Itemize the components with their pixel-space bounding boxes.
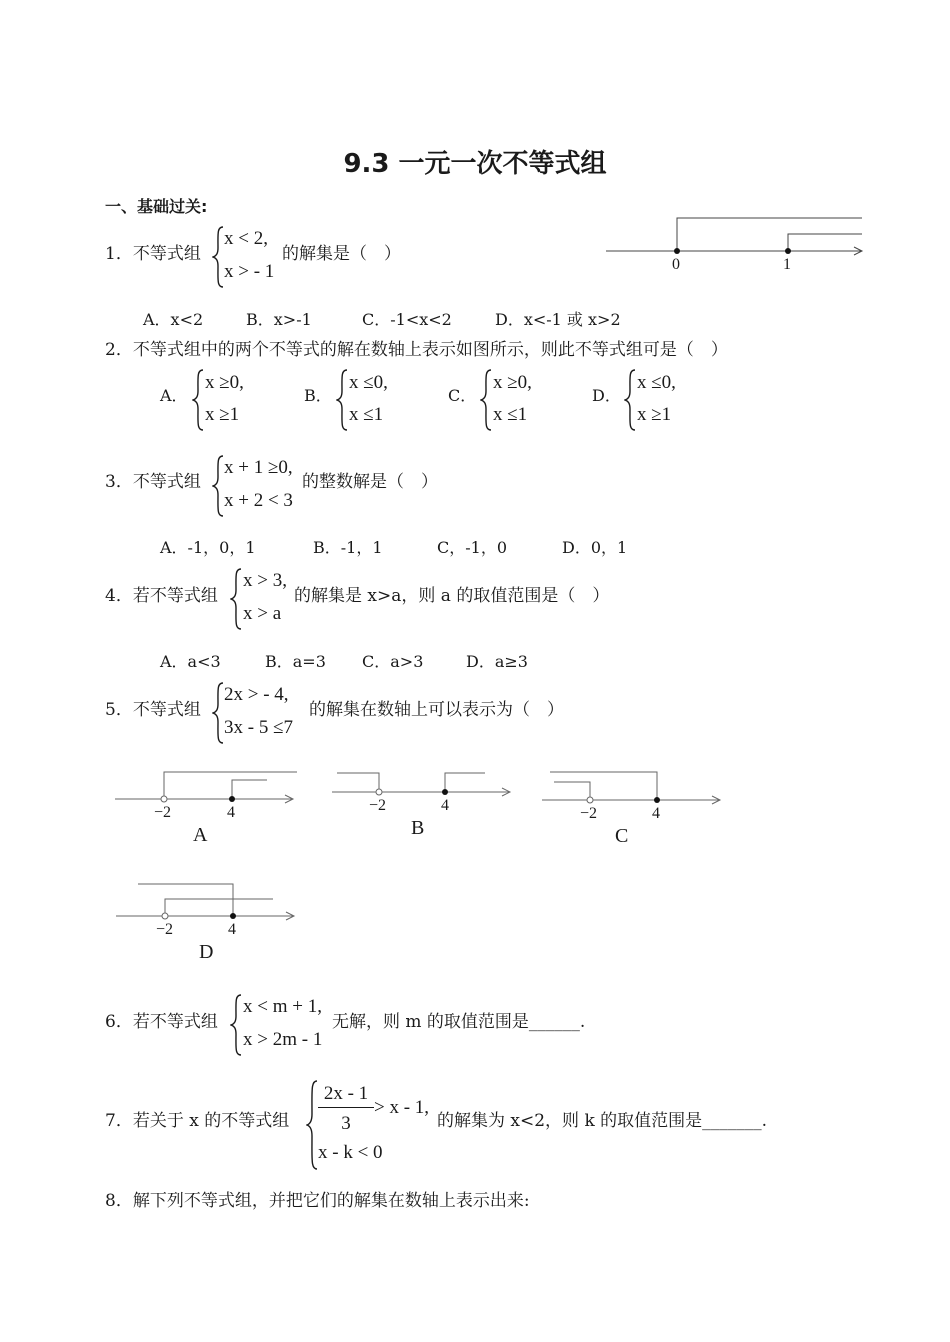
q3-option-d: D．0，1	[562, 538, 628, 557]
tick-label: 4	[227, 804, 235, 821]
solution-ray-upper	[337, 773, 379, 792]
open-point	[587, 797, 593, 803]
left-brace-icon	[212, 226, 224, 288]
figure-label-c: C	[615, 825, 629, 847]
q5-figure-a-number-line	[115, 768, 300, 808]
q5-figure-d-number-line	[116, 880, 301, 922]
q7-line2: x - k < 0	[318, 1142, 383, 1163]
left-brace-icon	[212, 455, 224, 517]
q1-line2: x > - 1	[224, 261, 275, 282]
closed-point	[654, 797, 660, 803]
figure-label-d: D	[199, 941, 214, 963]
q3-line2: x + 2 < 3	[224, 490, 293, 511]
q7-denominator: 3	[341, 1113, 351, 1134]
fraction-bar	[318, 1107, 374, 1108]
solution-ray-lower	[232, 780, 267, 799]
tick-label: −2	[154, 804, 172, 821]
solution-ray-lower	[554, 782, 590, 800]
q7-numerator: 2x - 1	[323, 1083, 369, 1104]
q1-prefix: 1．不等式组	[105, 244, 201, 264]
open-point	[161, 796, 167, 802]
q3-suffix: 的整数解是（ ）	[302, 472, 438, 492]
solution-ray-upper	[550, 772, 657, 800]
solution-ray-upper	[164, 772, 297, 799]
q6-suffix: 无解，则 m 的取值范围是______.	[332, 1012, 586, 1032]
q2-b-line2: x ≤1	[349, 404, 384, 425]
tick-label: −2	[156, 921, 174, 938]
q6-prefix: 6．若不等式组	[105, 1012, 218, 1032]
q4-option-b: B．a=3	[265, 652, 326, 671]
q6-line2: x > 2m - 1	[243, 1029, 323, 1050]
tick-label: −2	[369, 797, 387, 814]
q5-prefix: 5．不等式组	[105, 700, 201, 720]
q5-figure-b-number-line	[332, 768, 517, 808]
figure-label-a: A	[193, 824, 208, 846]
q2-a-line2: x ≥1	[205, 404, 240, 425]
q7-fraction	[318, 1080, 374, 1136]
tick-label: 4	[652, 805, 660, 822]
page-title: 9.3 一元一次不等式组	[343, 149, 607, 179]
q3-line1: x + 1 ≥0,	[224, 457, 293, 478]
q1-number-line	[606, 214, 866, 278]
q5-figure-c-number-line	[542, 768, 727, 808]
section-heading: 一、基础过关:	[105, 197, 208, 216]
solution-ray-upper	[138, 884, 233, 916]
q7-prefix: 7．若关于 x 的不等式组	[105, 1111, 290, 1131]
q2-option-c-label: C．	[448, 386, 477, 405]
q2-a-line1: x ≥0,	[205, 372, 244, 393]
q2-c-line2: x ≤1	[493, 404, 528, 425]
left-brace-icon	[624, 369, 636, 431]
solution-ray-lower	[788, 234, 862, 251]
solution-ray-lower	[445, 773, 485, 792]
tick-label: −2	[580, 805, 598, 822]
open-point	[162, 913, 168, 919]
closed-point	[230, 913, 236, 919]
q4-option-d: D．a≥3	[466, 652, 528, 671]
q3-option-a: A．-1，0，1	[160, 538, 256, 557]
q2-option-b-label: B．	[304, 386, 332, 405]
q2-option-a-label: A．	[160, 386, 188, 405]
left-brace-icon	[336, 369, 348, 431]
open-point	[376, 789, 382, 795]
q5-line2: 3x - 5 ≤7	[224, 717, 294, 738]
q2-c-line1: x ≥0,	[493, 372, 532, 393]
q2-d-line2: x ≥1	[637, 404, 672, 425]
q7-line1-rest: > x - 1,	[374, 1097, 430, 1118]
q2-d-line1: x ≤0,	[637, 372, 676, 393]
solution-ray-lower	[165, 899, 273, 916]
q4-line2: x > a	[243, 603, 282, 624]
left-brace-icon	[480, 369, 492, 431]
tick-label: 4	[228, 921, 236, 938]
closed-point	[229, 796, 235, 802]
closed-point	[442, 789, 448, 795]
q3-option-b: B．-1，1	[313, 538, 383, 557]
q6-line1: x < m + 1,	[243, 996, 322, 1017]
q4-line1: x > 3,	[243, 570, 287, 591]
q2-text: 2．不等式组中的两个不等式的解在数轴上表示如图所示，则此不等式组可是（ ）	[105, 340, 728, 360]
tick-label: 1	[783, 256, 791, 273]
q2-option-d-label: D．	[592, 386, 621, 405]
q1-option-d: D．x<-1 或 x>2	[495, 310, 621, 329]
left-brace-icon	[230, 994, 242, 1056]
q5-line1: 2x > - 4,	[224, 684, 289, 705]
q1-option-c: C．-1<x<2	[362, 310, 452, 329]
q7-suffix: 的解集为 x<2，则 k 的取值范围是_______.	[437, 1111, 768, 1131]
closed-point	[785, 248, 791, 254]
q4-option-c: C．a>3	[362, 652, 424, 671]
q5-suffix: 的解集在数轴上可以表示为（ ）	[309, 700, 564, 720]
closed-point	[674, 248, 680, 254]
q2-b-line1: x ≤0,	[349, 372, 388, 393]
left-brace-icon	[230, 568, 242, 630]
q1-suffix: 的解集是（ ）	[282, 244, 401, 264]
q4-suffix: 的解集是 x>a，则 a 的取值范围是（ ）	[294, 586, 610, 606]
q4-prefix: 4．若不等式组	[105, 586, 218, 606]
q3-option-c: C，-1，0	[437, 538, 508, 557]
q8-text: 8．解下列不等式组，并把它们的解集在数轴上表示出来:	[105, 1191, 530, 1211]
q4-option-a: A．a<3	[160, 652, 221, 671]
q1-option-b: B．x>-1	[246, 310, 312, 329]
left-brace-icon	[192, 369, 204, 431]
figure-label-b: B	[411, 817, 425, 839]
q1-line1: x < 2,	[224, 228, 268, 249]
tick-label: 0	[672, 256, 680, 273]
left-brace-icon	[306, 1080, 318, 1170]
tick-label: 4	[441, 797, 449, 814]
left-brace-icon	[212, 682, 224, 744]
q1-option-a: A．x<2	[143, 310, 204, 329]
q3-prefix: 3．不等式组	[105, 472, 201, 492]
